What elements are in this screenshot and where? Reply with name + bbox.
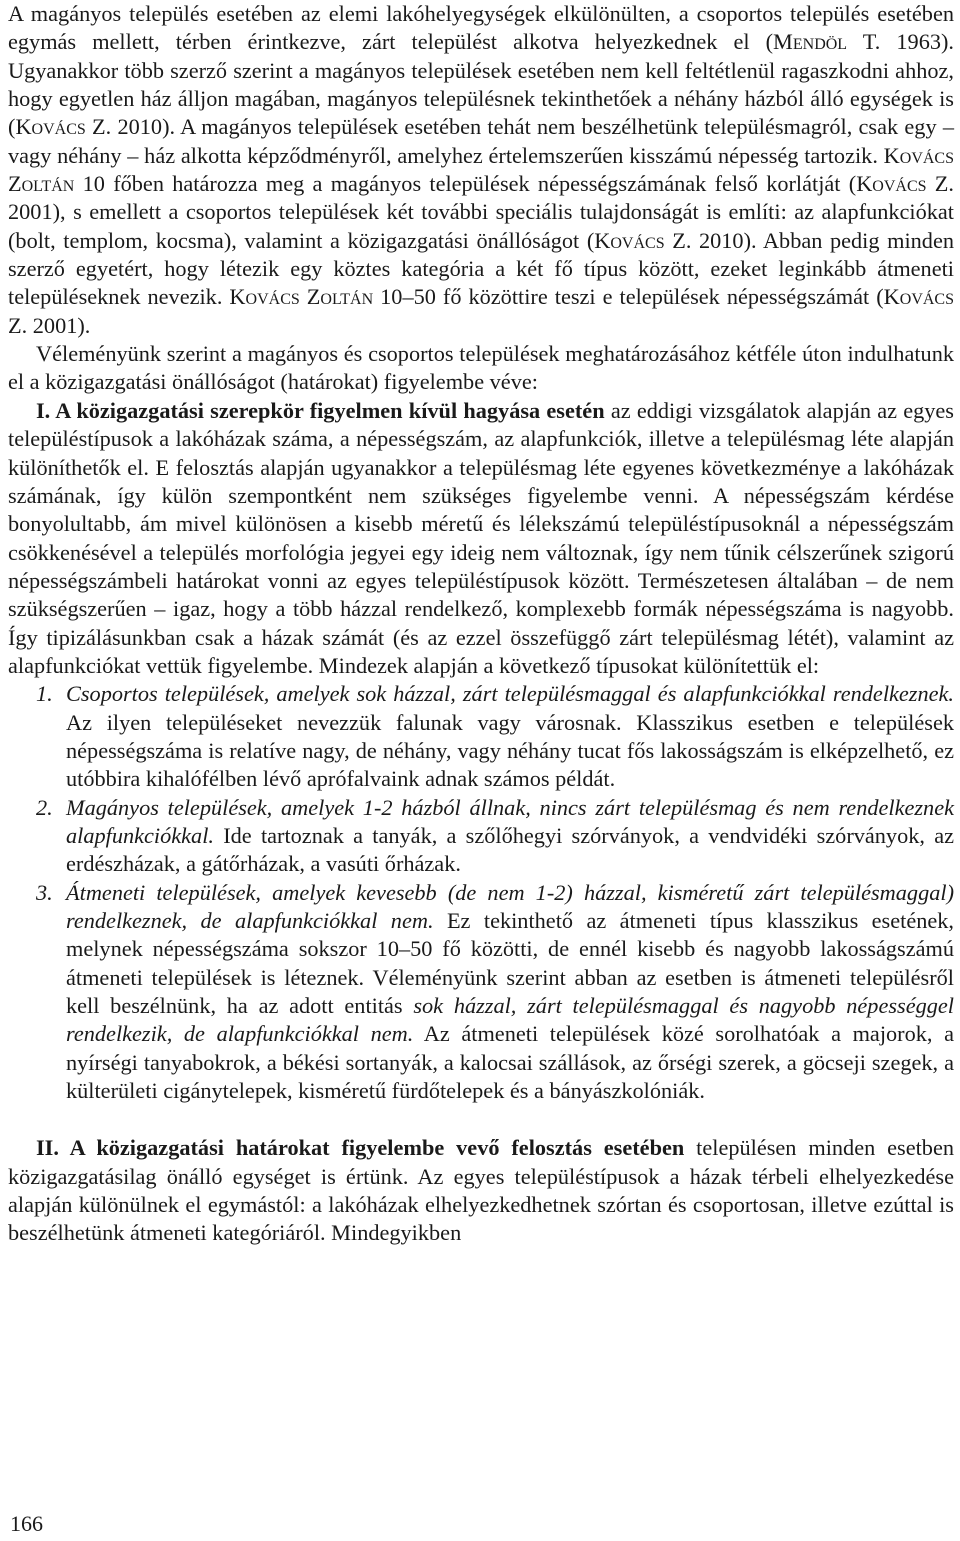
paragraph-intro [8, 0, 954, 340]
text-run: Ide tartoznak a tanyák, a szőlőhegyi szórványok, a vendvidéki szórványok, az erdészházak, a gátőrházak, a vasúti őrházak. [66, 822, 954, 877]
list-item [8, 680, 954, 793]
list-number: 2. [36, 794, 53, 820]
text-run: Az átmeneti települések közé sorolhatóak a majorok, a nyírségi tanyabokrok, a békési sortanyák, a kalocsai szállások, az őrségi szerek, a göcseji szegek, a külterületi cigánytelepek, kisméretű fürdőtelepek és a bányászkolóniák. [66, 1021, 954, 1104]
paragraph-opinion: Véleményünk szerint a magányos és csoportos települések meghatározásához kétféle úton indulhatunk el a közigazgatási önállóságot (határokat) figyelembe véve: [8, 341, 954, 395]
page-number: 166 [10, 1511, 43, 1536]
type-list [8, 680, 954, 1105]
text-run: Ez tekinthető az átmeneti típus klasszikus esetének, melynek népességszáma sokszor 10–50 fő közötti, de ennél kisebb és nagyobb lakosságszámú átmeneti települések is léteznek. Véleményünk szerint abban az esetben is átmeneti településről kell beszélnünk, ha az adott entitás [66, 908, 954, 1019]
emphasis: sok házzal, zárt településmaggal és nagyobb népességgel rendelkezik, de alapfunkciókkal nem. [66, 993, 954, 1047]
section-heading: II. A közigazgatási határokat figyelembe vevő felosztás esetében [36, 1135, 685, 1161]
text-run: Z. 2010). Abban pedig minden szerző egyetért, hogy létezik egy köztes kategória a két fő típus között, ezeket leginkább átmeneti településeknek nevezik. [8, 227, 954, 310]
author-name: Kovács [15, 114, 86, 140]
document-body [8, 0, 954, 1248]
text-run: az eddigi vizsgálatok alapján az egyes településtípusok a lakóházak száma, a népességszám, az alapfunkciók, illetve a településmag léte alapján különíthetők el. E felosztás alapján ugyanakkor a településmag léte egyenes következménye a lakóházak számának, így külön szempontként nem szükséges figyelembe venni. A népességszám kérdése bonyolultabb, ám mivel különösen a kisebb méretű és lélekszámú településtípusoknál a népességszám csökkenésével a település morfológia jegyei egy ideig nem változnak, így nem tűnik célszerűnek szigorú népességszámbeli határokat vonni az egyes településtípusok között. Természetesen általában – de nem szükségszerűen – igaz, hogy a több házzal rendelkező, komplexebb formák népességszáma is nagyobb. Így tipizálásunkban csak a házak számát (és az ezzel összefüggő zárt településmag létét), valamint az alapfunkciókat vettük figyelembe. Mindezek alapján a következő típusokat különítettük el: [8, 397, 954, 678]
list-item-title: Átmeneti települések, amelyek kevesebb (de nem 1-2) házzal, kisméretű zárt településmaggal) rendelkeznek, de alapfunkciókkal nem. [66, 879, 954, 933]
text-run: 10–50 fő közöttire teszi e települések népességszámát ( [373, 284, 884, 310]
section-heading: I. A közigazgatási szerepkör figyelmen kívül hagyása esetén [36, 397, 605, 423]
author-name: Kovács [856, 171, 927, 197]
author-name: Mendöl [773, 29, 848, 55]
text-run: Z. 2001), s emellett a csoportos települések két további speciális tulajdonságát is említi: az alapfunkciókat (bolt, templom, kocsma), valamint a közigazgatási önállóságot ( [8, 171, 954, 253]
list-number: 1. [36, 681, 53, 707]
paragraph-section-one [8, 397, 954, 680]
list-item-title: Magányos települések, amelyek 1-2 házból állnak, nincs zárt településmag és nem rendelkeznek alapfunkciókkal. [66, 794, 954, 848]
paragraph-section-two [8, 1134, 954, 1247]
list-item [8, 794, 954, 879]
text-run: településen minden esetben közigazgatásilag önálló egységet is értünk. Az egyes településtípusok a házak térbeli elhelyezkedése alapján különülnek el egymástól: a lakóházak elhelyezkedhetnek szórtan és csoportosan, illetve ezúttal is beszélhetünk átmeneti kategóriáról. Mindegyikben [8, 1135, 954, 1246]
text-run: Z. 2001). [8, 312, 91, 338]
author-name: Kovács [594, 227, 665, 253]
author-name: Kovács [883, 284, 954, 310]
section-gap [8, 1105, 954, 1134]
text-run: T. 1963). Ugyanakkor több szerző szerint a magányos települések esetében nem kell feltétlenül ragaszkodni ahhoz, hogy egyetlen ház álljon magában, magányos településnek tekinthetőek a néhány házból álló egységek is ( [8, 29, 954, 140]
list-item [8, 879, 954, 1106]
text-run: Az ilyen településeket nevezzük falunak vagy városnak. Klasszikus esetben e települések népességszáma is relatíve nagy, de néhány, vagy néhány tucat fős lakosságszám is elképzelhető, ez utóbbira kihalófélben lévő aprófalvaink adnak számos példát. [66, 709, 954, 792]
text-run: Z. 2010). A magányos települések esetében tehát nem beszélhetünk településmagról, csak egy – vagy néhány – ház alkotta képződményről, amelyhez értelemszerűen kisszámú népesség tartozik. [8, 114, 954, 168]
author-name: Kovács Zoltán [229, 284, 374, 310]
list-number: 3. [36, 879, 53, 905]
list-item-title: Csoportos települések, amelyek sok házzal, zárt településmaggal és alapfunkciókkal rendelkeznek. [66, 681, 954, 707]
text-run: 10 főben határozza meg a magányos települések népességszámának felső korlátját ( [74, 171, 857, 197]
author-name: Kovács Zoltán [8, 142, 954, 197]
text-run: A magányos település esetében az elemi lakóhelyegységek elkülönülten, a csoportos település esetében egymás mellett, térben érintkezve, zárt települést alkotva helyezkednek el ( [8, 1, 954, 55]
